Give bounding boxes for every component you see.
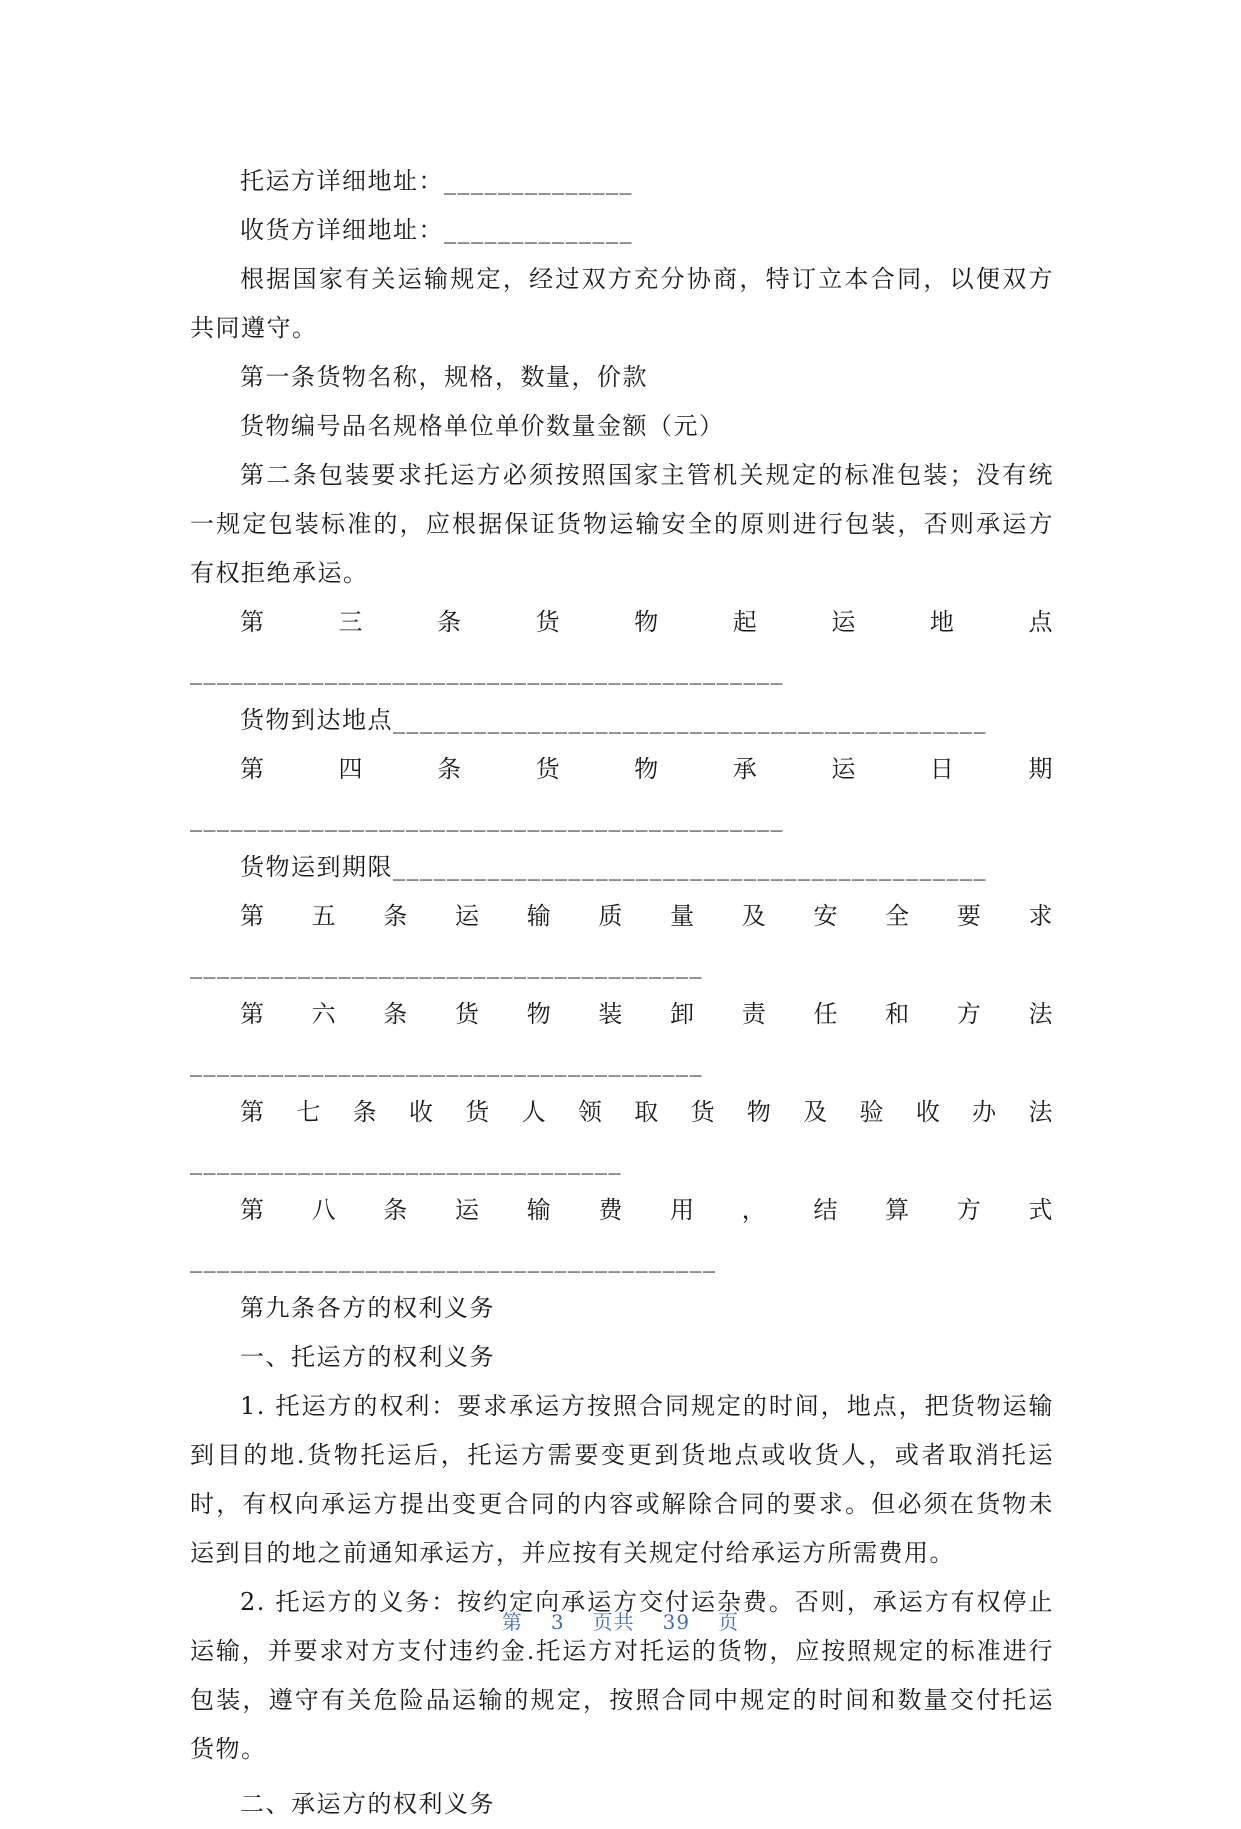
footer-current-page: 3 bbox=[550, 1610, 565, 1634]
footer-prefix: 第 bbox=[501, 1610, 523, 1634]
page-footer bbox=[0, 1606, 1241, 1635]
article-7-line: 第七条收货人领取货物及验收办法________________________________ bbox=[190, 1098, 1054, 1175]
article-4-date-line: 第四条货物承运日期____________________________________________ bbox=[190, 755, 1054, 832]
shipper-rights-paragraph: 1. 托运方的权利：要求承运方按照合同规定的时间，地点，把货物运输到目的地.货物托运后，托运方需要变更到货地点或收货人，或者取消托运时，有权向承运方提出变更合同的内容或解除合同的要求。但必须在货物未运到目的地之前通知承运方，并应按有关规定付给承运方所需费用。 bbox=[190, 1392, 1054, 1567]
document-body bbox=[190, 157, 1054, 1829]
article-5-line: 第五条运输质量及安全要求______________________________________ bbox=[190, 902, 1054, 979]
article-3-origin-line: 第三条货物起运地点____________________________________________ bbox=[190, 608, 1054, 685]
preamble-paragraph: 根据国家有关运输规定，经过双方充分协商，特订立本合同，以便双方共同遵守。 bbox=[190, 265, 1054, 342]
article-2-paragraph: 第二条包装要求托运方必须按照国家主管机关规定的标准包装；没有统一规定包装标准的，应根据保证货物运输安全的原则进行包装，否则承运方有权拒绝承运。 bbox=[190, 461, 1054, 587]
footer-suffix: 页 bbox=[718, 1610, 740, 1634]
shipper-obligations-paragraph: 2. 托运方的义务：按约定向承运方交付运杂费。否则，承运方有权停止运输，并要求对方支付违约金.托运方对托运的货物，应按照规定的标准进行包装，遵守有关危险品运输的规定，按照合同中规定的时间和数量交付托运货物。 bbox=[190, 1588, 1054, 1763]
destination-line: 货物到达地点____________________________________________ bbox=[240, 706, 987, 734]
article-6-line: 第六条货物装卸责任和方法______________________________________ bbox=[190, 1000, 1054, 1077]
delivery-deadline-line: 货物运到期限____________________________________________ bbox=[240, 853, 987, 881]
article-9-heading: 第九条各方的权利义务 bbox=[240, 1294, 495, 1322]
article-8-line: 第八条运输费用，结算方式_______________________________________ bbox=[190, 1196, 1054, 1273]
goods-table-header-line: 货物编号品名规格单位单价数量金额（元） bbox=[240, 412, 725, 440]
consignee-address-line: 收货方详细地址：______________ bbox=[240, 216, 633, 244]
shipper-rights-heading: 一、托运方的权利义务 bbox=[240, 1343, 495, 1371]
article-1-heading: 第一条货物名称，规格，数量，价款 bbox=[240, 363, 648, 391]
carrier-rights-heading: 二、承运方的权利义务 bbox=[240, 1790, 495, 1818]
shipper-address-line: 托运方详细地址：______________ bbox=[240, 167, 633, 195]
footer-total-pages: 39 bbox=[662, 1610, 691, 1634]
footer-middle: 页共 bbox=[592, 1610, 635, 1634]
